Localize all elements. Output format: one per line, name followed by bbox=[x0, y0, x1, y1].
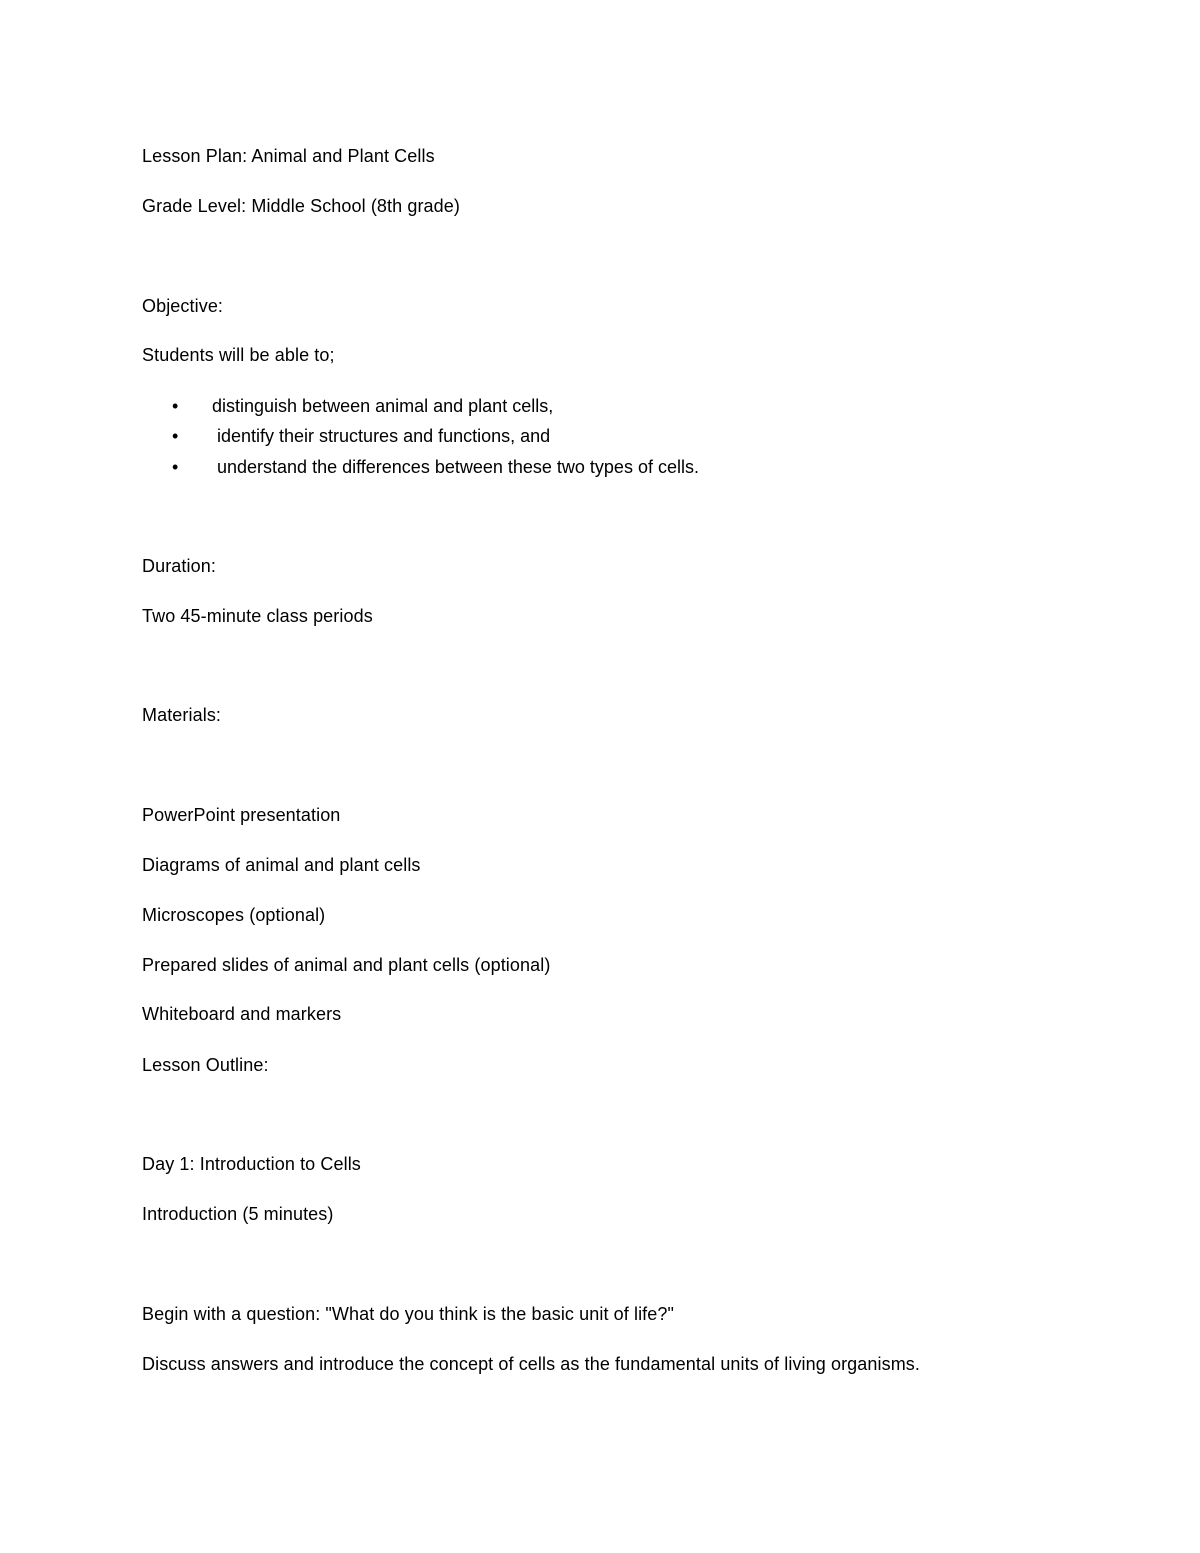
objective-intro: Students will be able to; bbox=[142, 345, 335, 365]
lesson-outline-heading: Lesson Outline: bbox=[142, 1055, 269, 1075]
intro-step: Discuss answers and introduce the concept of cells as the fundamental units of living organisms. bbox=[142, 1354, 921, 1374]
bullet-icon: • bbox=[172, 396, 179, 416]
objective-heading: Objective: bbox=[142, 296, 224, 316]
grade-level: Grade Level: Middle School (8th grade) bbox=[142, 196, 460, 216]
objective-item-text: identify their structures and functions, and bbox=[217, 426, 551, 446]
bullet-icon: • bbox=[172, 457, 179, 477]
introduction-heading: Introduction (5 minutes) bbox=[142, 1204, 334, 1224]
materials-item: Whiteboard and markers bbox=[142, 1004, 342, 1024]
objective-item-text: understand the differences between these two types of cells. bbox=[217, 457, 699, 477]
materials-item: PowerPoint presentation bbox=[142, 805, 341, 825]
materials-item: Diagrams of animal and plant cells bbox=[142, 855, 421, 875]
materials-heading: Materials: bbox=[142, 705, 222, 725]
duration-heading: Duration: bbox=[142, 556, 216, 576]
duration-text: Two 45-minute class periods bbox=[142, 606, 373, 626]
intro-step: Begin with a question: "What do you think is the basic unit of life?" bbox=[142, 1304, 674, 1324]
lesson-title: Lesson Plan: Animal and Plant Cells bbox=[142, 146, 435, 166]
materials-item: Microscopes (optional) bbox=[142, 905, 326, 925]
day1-heading: Day 1: Introduction to Cells bbox=[142, 1154, 361, 1174]
objective-item-text: distinguish between animal and plant cells, bbox=[212, 396, 554, 416]
materials-item: Prepared slides of animal and plant cells (optional) bbox=[142, 955, 551, 975]
bullet-icon: • bbox=[172, 426, 179, 446]
